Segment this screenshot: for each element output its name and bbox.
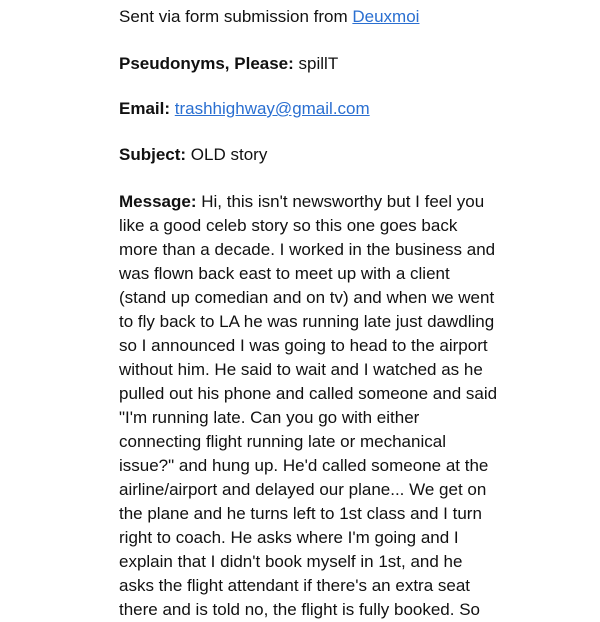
message-line: was flown back east to meet up with a client xyxy=(119,264,450,283)
message-line: asks the flight attendant if there's an extra seat xyxy=(119,576,471,595)
message-line: explain that I didn't book myself in 1st, and he xyxy=(119,552,463,571)
message-body xyxy=(119,190,498,622)
subject-line xyxy=(119,143,267,167)
message-line: airline/airport and delayed our plane... We get on xyxy=(119,480,487,499)
sent-via-text: Sent via form submission from xyxy=(119,7,348,26)
message-line: there and is told no, the flight is fully booked. So xyxy=(119,600,481,619)
deuxmoi-link[interactable]: Deuxmoi xyxy=(352,7,420,26)
subject-label: Subject: xyxy=(119,145,187,164)
email-line xyxy=(119,97,370,121)
pseudonym-line xyxy=(119,52,338,76)
message-line: to fly back to LA he was running late just dawdling xyxy=(119,312,495,331)
message-line: (stand up comedian and on tv) and when we went xyxy=(119,288,495,307)
message-line: "I'm running late. Can you go with either xyxy=(119,408,420,427)
message-line: without him. He said to wait and I watched as he xyxy=(119,360,483,379)
pseudonym-label: Pseudonyms, Please: xyxy=(119,54,294,73)
message-first-line xyxy=(119,190,491,214)
pseudonym-value: spillT xyxy=(298,54,339,73)
message-line: more than a decade. I worked in the business and xyxy=(119,240,496,259)
message-line: pulled out his phone and called someone and said xyxy=(119,384,498,403)
message-line: connecting flight running late or mechanical xyxy=(119,432,446,451)
message-line: right to coach. He asks where I'm going and I xyxy=(119,528,459,547)
message-line: the plane and he turns left to 1st class and I turn xyxy=(119,504,482,523)
email-label: Email: xyxy=(119,99,171,118)
message-first-text: Hi, this isn't newsworthy but I feel you xyxy=(201,192,485,211)
sent-via-line xyxy=(119,5,419,29)
message-line: so I announced I was going to head to the airport xyxy=(119,336,488,355)
message-line: like a good celeb story so this one goes back xyxy=(119,216,458,235)
subject-value: OLD story xyxy=(190,145,268,164)
message-line: issue?" and hung up. He'd called someone at the xyxy=(119,456,489,475)
message-label: Message: xyxy=(119,192,197,211)
email-link[interactable]: trashhighway@gmail.com xyxy=(174,99,370,118)
